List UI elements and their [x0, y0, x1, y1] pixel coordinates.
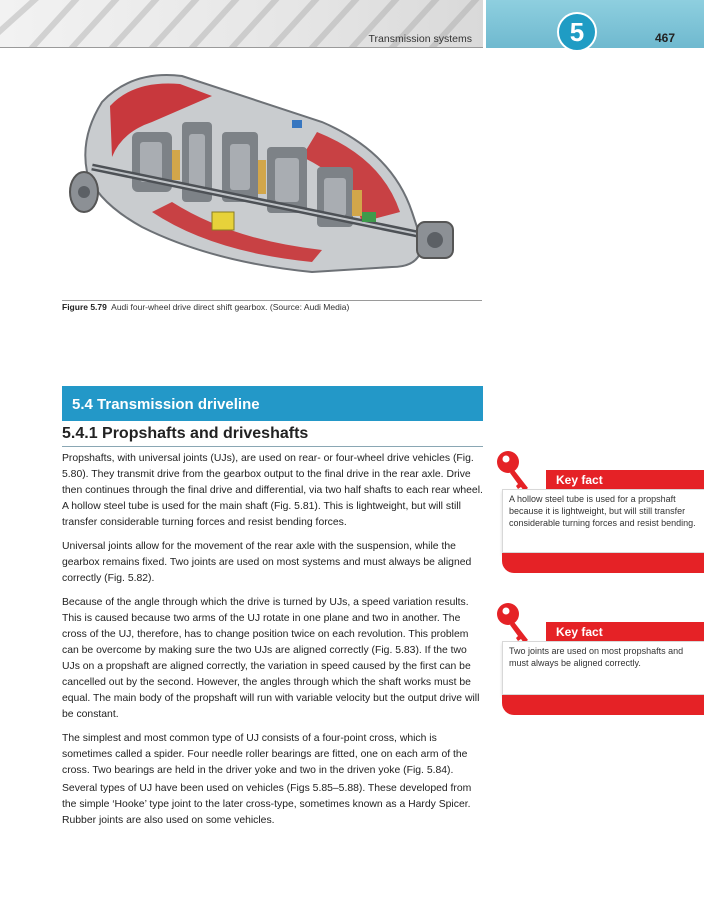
chapter-number-badge: 5 — [557, 12, 597, 52]
paragraph: Universal joints allow for the movement of the rear axle with the suspension, while the gearbox remains fixed. Two joints are used on most systems and must always be aligned correctly (Fig. 5.82). — [62, 541, 472, 584]
figure-rule — [62, 300, 482, 301]
key-fact-box — [494, 470, 704, 580]
key-icon — [494, 600, 534, 644]
paragraph: Propshafts, with universal joints (UJs), are used on rear- or four-wheel drive vehicles (Fig. 5.80). They transmit drive from the gearbox output to the final drive in the rear axle. Drive then continues through the final drive and differential, via two half shafts to each rear wheel. A hollow steel tube is used for the main shaft (Fig. 5.81). This is lightweight, but will still transfer considerable turning forces and resist bending forces. — [62, 453, 483, 528]
key-icon — [494, 448, 534, 492]
paragraph: Several types of UJ have been used on vehicles (Figs 5.85–5.88). These developed from the simple ‘Hooke’ type joint to the later cross-type, sometimes known as a Hardy Spicer. Rubber joints are also used on some vehicles. — [62, 783, 472, 826]
header-rule — [0, 47, 483, 48]
key-fact-box — [494, 622, 704, 722]
figure-caption — [62, 302, 349, 312]
section-heading: 5.4 Transmission driveline — [62, 386, 483, 421]
subsection-heading: 5.4.1 Propshafts and driveshafts — [62, 425, 483, 447]
figure-caption-text: Audi four-wheel drive direct shift gearbox. (Source: Audi Media) — [111, 302, 350, 312]
key-fact-title: Key fact — [546, 470, 704, 489]
key-fact-text: A hollow steel tube is used for a propshaft because it is lightweight, but will still transfer considerable turning forces and resist bending. — [502, 489, 704, 553]
body-text — [62, 451, 484, 837]
key-fact-text: Two joints are used on most propshafts and must always be aligned correctly. — [502, 641, 704, 695]
running-title: Transmission systems — [368, 33, 472, 45]
key-fact-title: Key fact — [546, 622, 704, 641]
key-fact-footer — [502, 695, 704, 715]
gearbox-cutaway-illustration — [62, 62, 482, 294]
figure-label: Figure 5.79 — [62, 302, 107, 312]
paragraph: Because of the angle through which the drive is turned by UJs, a speed variation results. This is caused because two arms of the UJ rotate in one plane and two in another. The cross of the UJ, therefore, has to change position twice on each revolution. This problem can be overcome by making sure the two UJs are aligned correctly (Fig. 5.83). If the two UJs on a propshaft are aligned correctly, the variation in speed caused by the first can be cancelled out by the second. However, the angles through which the shaft works must be equal. The main body of the propshaft will run with variable velocity but the output drive will be constant. — [62, 597, 480, 720]
page-number: 467 — [655, 31, 676, 45]
paragraph: The simplest and most common type of UJ consists of a four-point cross, which is sometimes called a spider. Four needle roller bearings are fitted, one on each arm of the cross. Two bearings are held in the driver yoke and two in the driven yoke (Fig. 5.84). — [62, 733, 468, 776]
key-fact-footer — [502, 553, 704, 573]
